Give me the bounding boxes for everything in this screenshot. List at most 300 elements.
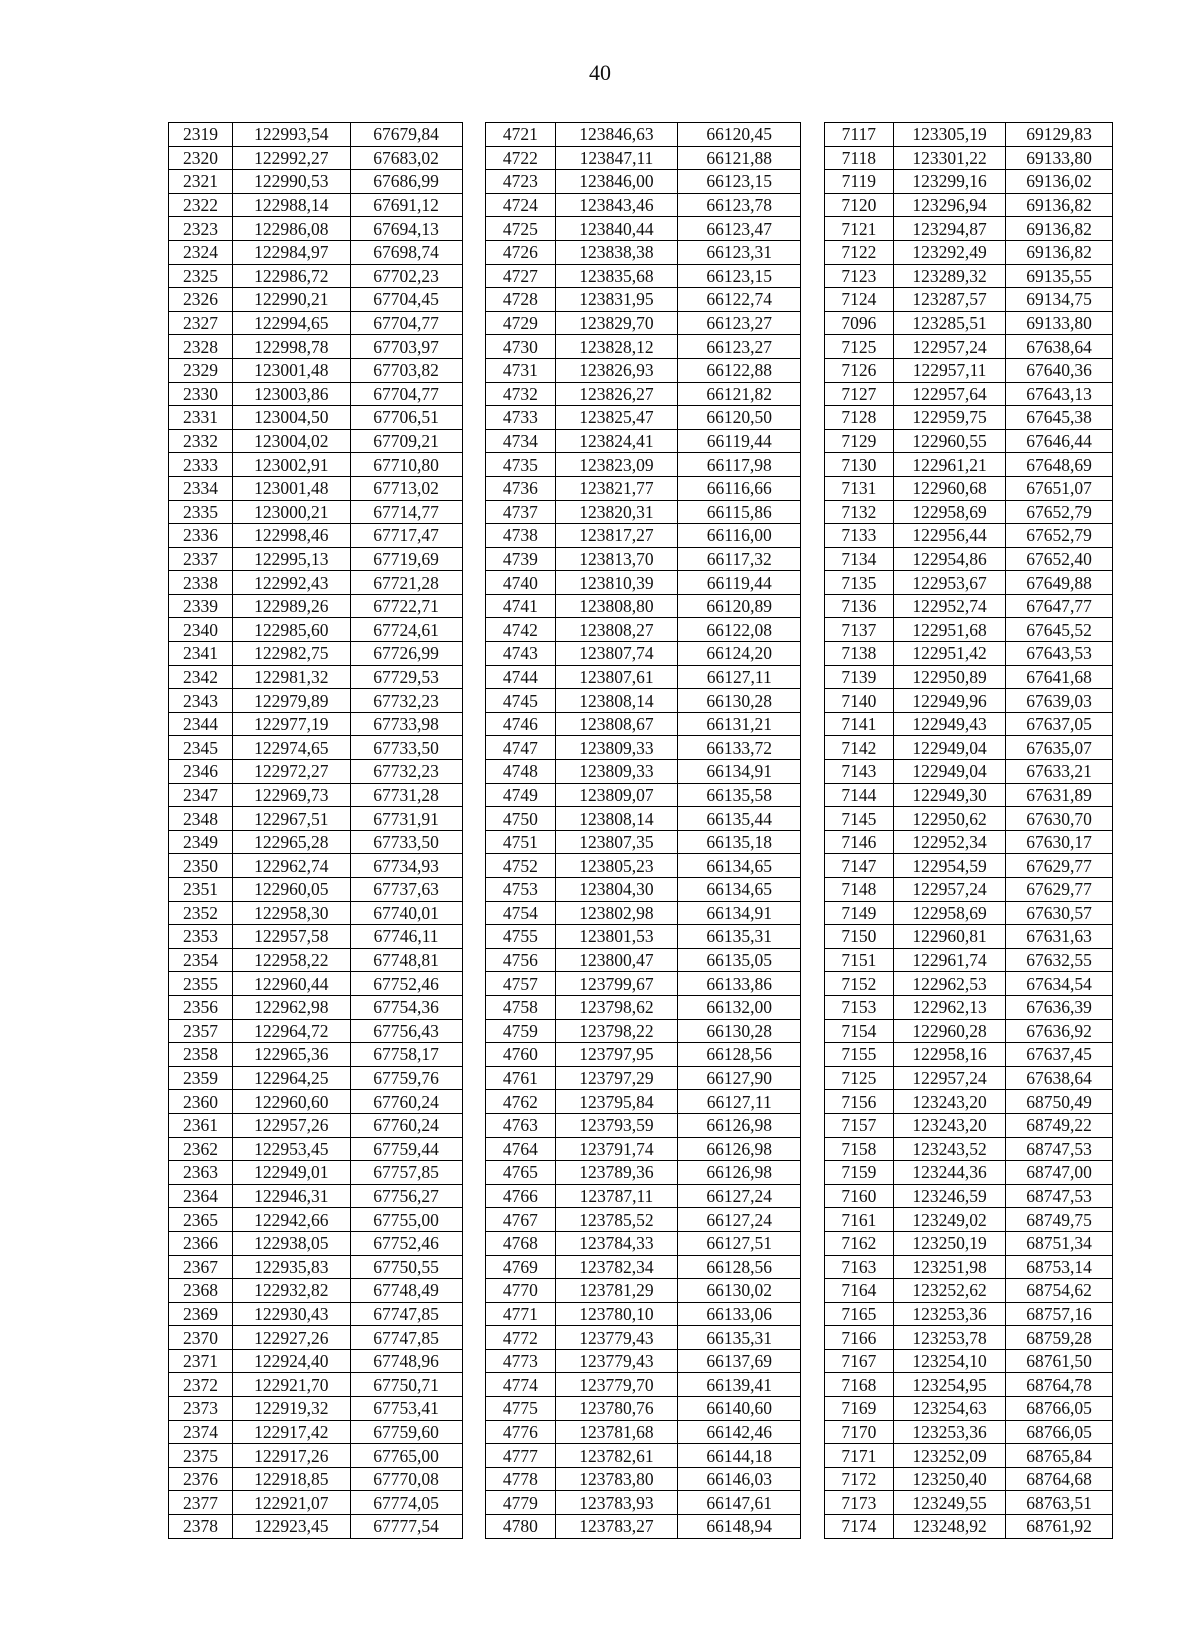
cell-point-id: 4753 bbox=[486, 878, 555, 902]
table-row bbox=[169, 1137, 1113, 1161]
cell-point-id: 4767 bbox=[486, 1208, 555, 1232]
cell-y-coord: 66139,41 bbox=[678, 1373, 801, 1397]
table-row bbox=[169, 240, 1113, 264]
table-row bbox=[169, 642, 1113, 666]
cell-x-coord: 122930,43 bbox=[233, 1302, 350, 1326]
cell-y-coord: 67686,99 bbox=[350, 170, 462, 194]
cell-x-coord: 123249,02 bbox=[894, 1208, 1006, 1232]
cell-x-coord: 123797,95 bbox=[555, 1043, 678, 1067]
cell-x-coord: 123250,40 bbox=[894, 1467, 1006, 1491]
column-gap bbox=[462, 453, 485, 477]
cell-x-coord: 123779,70 bbox=[555, 1373, 678, 1397]
column-gap bbox=[801, 1208, 824, 1232]
column-gap bbox=[462, 1349, 485, 1373]
cell-y-coord: 66130,02 bbox=[678, 1279, 801, 1303]
cell-point-id: 4737 bbox=[486, 500, 555, 524]
table-row bbox=[169, 948, 1113, 972]
cell-point-id: 2360 bbox=[169, 1090, 233, 1114]
cell-point-id: 7162 bbox=[824, 1231, 893, 1255]
cell-x-coord: 122982,75 bbox=[233, 642, 350, 666]
cell-point-id: 7130 bbox=[824, 453, 893, 477]
cell-y-coord: 67679,84 bbox=[350, 123, 462, 147]
cell-point-id: 7137 bbox=[824, 618, 893, 642]
column-gap bbox=[462, 123, 485, 147]
cell-x-coord: 123835,68 bbox=[555, 264, 678, 288]
column-gap bbox=[801, 382, 824, 406]
cell-point-id: 2377 bbox=[169, 1491, 233, 1515]
cell-x-coord: 122917,26 bbox=[233, 1444, 350, 1468]
column-gap bbox=[801, 1255, 824, 1279]
cell-point-id: 7161 bbox=[824, 1208, 893, 1232]
cell-point-id: 7146 bbox=[824, 830, 893, 854]
cell-x-coord: 122958,30 bbox=[233, 901, 350, 925]
cell-y-coord: 66117,32 bbox=[678, 547, 801, 571]
column-gap bbox=[462, 1255, 485, 1279]
cell-point-id: 4775 bbox=[486, 1397, 555, 1421]
cell-x-coord: 122972,27 bbox=[233, 760, 350, 784]
column-gap bbox=[462, 1137, 485, 1161]
cell-y-coord: 66135,31 bbox=[678, 925, 801, 949]
cell-point-id: 7172 bbox=[824, 1467, 893, 1491]
cell-x-coord: 123795,84 bbox=[555, 1090, 678, 1114]
cell-y-coord: 66126,98 bbox=[678, 1113, 801, 1137]
column-gap bbox=[801, 854, 824, 878]
table-row bbox=[169, 1397, 1113, 1421]
cell-y-coord: 66128,56 bbox=[678, 1255, 801, 1279]
cell-point-id: 4740 bbox=[486, 571, 555, 595]
cell-y-coord: 67641,68 bbox=[1006, 665, 1113, 689]
table-row bbox=[169, 972, 1113, 996]
cell-y-coord: 69136,82 bbox=[1006, 217, 1113, 241]
cell-x-coord: 122990,21 bbox=[233, 288, 350, 312]
cell-y-coord: 67634,54 bbox=[1006, 972, 1113, 996]
cell-y-coord: 66131,21 bbox=[678, 712, 801, 736]
cell-y-coord: 66130,28 bbox=[678, 689, 801, 713]
cell-y-coord: 67648,69 bbox=[1006, 453, 1113, 477]
cell-y-coord: 69136,82 bbox=[1006, 240, 1113, 264]
cell-x-coord: 122918,85 bbox=[233, 1467, 350, 1491]
table-row bbox=[169, 547, 1113, 571]
cell-x-coord: 123823,09 bbox=[555, 453, 678, 477]
table-row bbox=[169, 1467, 1113, 1491]
cell-x-coord: 122932,82 bbox=[233, 1279, 350, 1303]
cell-y-coord: 67732,23 bbox=[350, 689, 462, 713]
column-gap bbox=[462, 476, 485, 500]
cell-point-id: 7136 bbox=[824, 594, 893, 618]
cell-y-coord: 66123,15 bbox=[678, 170, 801, 194]
cell-x-coord: 122994,65 bbox=[233, 311, 350, 335]
cell-y-coord: 66134,91 bbox=[678, 901, 801, 925]
cell-point-id: 7152 bbox=[824, 972, 893, 996]
cell-y-coord: 67649,88 bbox=[1006, 571, 1113, 595]
cell-point-id: 2344 bbox=[169, 712, 233, 736]
cell-x-coord: 123785,52 bbox=[555, 1208, 678, 1232]
cell-y-coord: 68747,00 bbox=[1006, 1161, 1113, 1185]
cell-y-coord: 66116,66 bbox=[678, 476, 801, 500]
column-gap bbox=[801, 453, 824, 477]
cell-x-coord: 123809,33 bbox=[555, 760, 678, 784]
cell-x-coord: 122958,22 bbox=[233, 948, 350, 972]
column-gap bbox=[801, 1113, 824, 1137]
column-gap bbox=[801, 1019, 824, 1043]
cell-y-coord: 67706,51 bbox=[350, 406, 462, 430]
cell-point-id: 7139 bbox=[824, 665, 893, 689]
column-gap bbox=[462, 594, 485, 618]
column-gap bbox=[462, 642, 485, 666]
cell-point-id: 7096 bbox=[824, 311, 893, 335]
column-gap bbox=[801, 170, 824, 194]
table-row bbox=[169, 1444, 1113, 1468]
column-gap bbox=[462, 170, 485, 194]
cell-point-id: 2369 bbox=[169, 1302, 233, 1326]
column-gap bbox=[462, 1208, 485, 1232]
cell-y-coord: 67652,79 bbox=[1006, 524, 1113, 548]
column-gap bbox=[462, 1491, 485, 1515]
cell-y-coord: 68751,34 bbox=[1006, 1231, 1113, 1255]
column-gap bbox=[462, 948, 485, 972]
cell-point-id: 2327 bbox=[169, 311, 233, 335]
table-row bbox=[169, 1373, 1113, 1397]
cell-y-coord: 67683,02 bbox=[350, 146, 462, 170]
cell-y-coord: 66123,15 bbox=[678, 264, 801, 288]
cell-y-coord: 67748,49 bbox=[350, 1279, 462, 1303]
cell-y-coord: 66127,11 bbox=[678, 1090, 801, 1114]
column-gap bbox=[462, 1231, 485, 1255]
cell-point-id: 7123 bbox=[824, 264, 893, 288]
column-gap bbox=[801, 146, 824, 170]
cell-point-id: 4749 bbox=[486, 783, 555, 807]
column-gap bbox=[462, 830, 485, 854]
table-row bbox=[169, 217, 1113, 241]
table-row bbox=[169, 123, 1113, 147]
column-gap bbox=[462, 335, 485, 359]
cell-y-coord: 66120,45 bbox=[678, 123, 801, 147]
cell-y-coord: 68766,05 bbox=[1006, 1397, 1113, 1421]
cell-point-id: 7164 bbox=[824, 1279, 893, 1303]
cell-point-id: 4774 bbox=[486, 1373, 555, 1397]
cell-point-id: 4764 bbox=[486, 1137, 555, 1161]
cell-y-coord: 68765,84 bbox=[1006, 1444, 1113, 1468]
cell-point-id: 4728 bbox=[486, 288, 555, 312]
cell-y-coord: 67647,77 bbox=[1006, 594, 1113, 618]
cell-y-coord: 67759,44 bbox=[350, 1137, 462, 1161]
cell-x-coord: 122960,81 bbox=[894, 925, 1006, 949]
cell-y-coord: 66120,50 bbox=[678, 406, 801, 430]
cell-point-id: 4762 bbox=[486, 1090, 555, 1114]
cell-x-coord: 123808,14 bbox=[555, 807, 678, 831]
cell-point-id: 4725 bbox=[486, 217, 555, 241]
cell-y-coord: 67755,00 bbox=[350, 1208, 462, 1232]
cell-point-id: 4739 bbox=[486, 547, 555, 571]
column-gap bbox=[801, 830, 824, 854]
column-gap bbox=[801, 736, 824, 760]
cell-x-coord: 123243,20 bbox=[894, 1090, 1006, 1114]
cell-point-id: 2337 bbox=[169, 547, 233, 571]
cell-y-coord: 67733,50 bbox=[350, 736, 462, 760]
column-gap bbox=[462, 972, 485, 996]
cell-y-coord: 67756,27 bbox=[350, 1184, 462, 1208]
cell-y-coord: 68747,53 bbox=[1006, 1137, 1113, 1161]
cell-y-coord: 66135,18 bbox=[678, 830, 801, 854]
cell-y-coord: 67704,77 bbox=[350, 382, 462, 406]
cell-y-coord: 67713,02 bbox=[350, 476, 462, 500]
table-row bbox=[169, 311, 1113, 335]
cell-y-coord: 67630,57 bbox=[1006, 901, 1113, 925]
column-gap bbox=[801, 264, 824, 288]
cell-point-id: 4760 bbox=[486, 1043, 555, 1067]
cell-point-id: 7166 bbox=[824, 1326, 893, 1350]
cell-y-coord: 67719,69 bbox=[350, 547, 462, 571]
column-gap bbox=[462, 760, 485, 784]
cell-y-coord: 66127,24 bbox=[678, 1208, 801, 1232]
cell-point-id: 2348 bbox=[169, 807, 233, 831]
cell-point-id: 2358 bbox=[169, 1043, 233, 1067]
cell-point-id: 4780 bbox=[486, 1515, 555, 1539]
cell-point-id: 2357 bbox=[169, 1019, 233, 1043]
cell-x-coord: 122919,32 bbox=[233, 1397, 350, 1421]
column-gap bbox=[801, 1279, 824, 1303]
column-gap bbox=[801, 476, 824, 500]
cell-y-coord: 67643,13 bbox=[1006, 382, 1113, 406]
cell-x-coord: 123808,67 bbox=[555, 712, 678, 736]
cell-y-coord: 67759,60 bbox=[350, 1420, 462, 1444]
cell-x-coord: 122969,73 bbox=[233, 783, 350, 807]
cell-point-id: 7120 bbox=[824, 193, 893, 217]
cell-y-coord: 66120,89 bbox=[678, 594, 801, 618]
table-row bbox=[169, 1326, 1113, 1350]
cell-x-coord: 122960,60 bbox=[233, 1090, 350, 1114]
column-gap bbox=[801, 642, 824, 666]
cell-point-id: 4745 bbox=[486, 689, 555, 713]
table-row bbox=[169, 453, 1113, 477]
column-gap bbox=[801, 524, 824, 548]
cell-point-id: 4750 bbox=[486, 807, 555, 831]
column-gap bbox=[801, 1420, 824, 1444]
cell-point-id: 4768 bbox=[486, 1231, 555, 1255]
cell-point-id: 4741 bbox=[486, 594, 555, 618]
cell-x-coord: 122961,21 bbox=[894, 453, 1006, 477]
cell-point-id: 2333 bbox=[169, 453, 233, 477]
cell-y-coord: 66137,69 bbox=[678, 1349, 801, 1373]
cell-point-id: 7135 bbox=[824, 571, 893, 595]
coordinates-table bbox=[168, 122, 1113, 1539]
column-gap bbox=[801, 288, 824, 312]
cell-y-coord: 67652,40 bbox=[1006, 547, 1113, 571]
cell-x-coord: 122984,97 bbox=[233, 240, 350, 264]
cell-point-id: 4751 bbox=[486, 830, 555, 854]
cell-y-coord: 67629,77 bbox=[1006, 854, 1113, 878]
cell-point-id: 7140 bbox=[824, 689, 893, 713]
column-gap bbox=[801, 240, 824, 264]
cell-point-id: 4726 bbox=[486, 240, 555, 264]
column-gap bbox=[462, 240, 485, 264]
column-gap bbox=[462, 1090, 485, 1114]
column-gap bbox=[462, 1420, 485, 1444]
cell-y-coord: 66134,91 bbox=[678, 760, 801, 784]
cell-y-coord: 67722,71 bbox=[350, 594, 462, 618]
cell-y-coord: 67631,89 bbox=[1006, 783, 1113, 807]
cell-point-id: 7138 bbox=[824, 642, 893, 666]
cell-x-coord: 123250,19 bbox=[894, 1231, 1006, 1255]
cell-point-id: 2373 bbox=[169, 1397, 233, 1421]
cell-x-coord: 123292,49 bbox=[894, 240, 1006, 264]
cell-point-id: 7145 bbox=[824, 807, 893, 831]
cell-y-coord: 67752,46 bbox=[350, 1231, 462, 1255]
cell-x-coord: 123807,61 bbox=[555, 665, 678, 689]
column-gap bbox=[462, 783, 485, 807]
table-row bbox=[169, 170, 1113, 194]
cell-y-coord: 68757,16 bbox=[1006, 1302, 1113, 1326]
cell-point-id: 7142 bbox=[824, 736, 893, 760]
cell-point-id: 4763 bbox=[486, 1113, 555, 1137]
cell-point-id: 7170 bbox=[824, 1420, 893, 1444]
cell-x-coord: 122927,26 bbox=[233, 1326, 350, 1350]
column-gap bbox=[801, 1043, 824, 1067]
cell-x-coord: 122951,42 bbox=[894, 642, 1006, 666]
cell-point-id: 2328 bbox=[169, 335, 233, 359]
cell-point-id: 2339 bbox=[169, 594, 233, 618]
cell-x-coord: 123781,29 bbox=[555, 1279, 678, 1303]
cell-x-coord: 123002,91 bbox=[233, 453, 350, 477]
cell-x-coord: 123846,00 bbox=[555, 170, 678, 194]
cell-x-coord: 122949,01 bbox=[233, 1161, 350, 1185]
cell-point-id: 4766 bbox=[486, 1184, 555, 1208]
cell-x-coord: 123253,36 bbox=[894, 1302, 1006, 1326]
cell-point-id: 2364 bbox=[169, 1184, 233, 1208]
cell-x-coord: 123253,78 bbox=[894, 1326, 1006, 1350]
cell-point-id: 4732 bbox=[486, 382, 555, 406]
cell-point-id: 7147 bbox=[824, 854, 893, 878]
cell-x-coord: 122993,54 bbox=[233, 123, 350, 147]
column-gap bbox=[801, 571, 824, 595]
table-row bbox=[169, 594, 1113, 618]
cell-x-coord: 122942,66 bbox=[233, 1208, 350, 1232]
cell-point-id: 7124 bbox=[824, 288, 893, 312]
cell-point-id: 2351 bbox=[169, 878, 233, 902]
cell-y-coord: 66135,58 bbox=[678, 783, 801, 807]
cell-point-id: 2363 bbox=[169, 1161, 233, 1185]
cell-x-coord: 123807,35 bbox=[555, 830, 678, 854]
cell-point-id: 4747 bbox=[486, 736, 555, 760]
cell-x-coord: 122959,75 bbox=[894, 406, 1006, 430]
cell-point-id: 2342 bbox=[169, 665, 233, 689]
cell-y-coord: 67629,77 bbox=[1006, 878, 1113, 902]
cell-x-coord: 122938,05 bbox=[233, 1231, 350, 1255]
cell-point-id: 7157 bbox=[824, 1113, 893, 1137]
column-gap bbox=[462, 571, 485, 595]
cell-point-id: 4731 bbox=[486, 358, 555, 382]
cell-point-id: 4736 bbox=[486, 476, 555, 500]
cell-point-id: 4779 bbox=[486, 1491, 555, 1515]
cell-y-coord: 67731,91 bbox=[350, 807, 462, 831]
cell-point-id: 4754 bbox=[486, 901, 555, 925]
cell-y-coord: 67765,00 bbox=[350, 1444, 462, 1468]
table-row bbox=[169, 901, 1113, 925]
column-gap bbox=[462, 1043, 485, 1067]
cell-x-coord: 122958,69 bbox=[894, 500, 1006, 524]
cell-point-id: 7168 bbox=[824, 1373, 893, 1397]
cell-x-coord: 122951,68 bbox=[894, 618, 1006, 642]
cell-x-coord: 122967,51 bbox=[233, 807, 350, 831]
cell-point-id: 2372 bbox=[169, 1373, 233, 1397]
column-gap bbox=[801, 193, 824, 217]
cell-x-coord: 123243,52 bbox=[894, 1137, 1006, 1161]
cell-y-coord: 69133,80 bbox=[1006, 311, 1113, 335]
cell-x-coord: 123846,63 bbox=[555, 123, 678, 147]
column-gap bbox=[801, 123, 824, 147]
table-row bbox=[169, 358, 1113, 382]
cell-x-coord: 123254,95 bbox=[894, 1373, 1006, 1397]
cell-y-coord: 66128,56 bbox=[678, 1043, 801, 1067]
cell-y-coord: 68749,75 bbox=[1006, 1208, 1113, 1232]
cell-y-coord: 67752,46 bbox=[350, 972, 462, 996]
cell-x-coord: 122965,36 bbox=[233, 1043, 350, 1067]
cell-y-coord: 66116,00 bbox=[678, 524, 801, 548]
cell-point-id: 7158 bbox=[824, 1137, 893, 1161]
cell-x-coord: 123810,39 bbox=[555, 571, 678, 595]
cell-point-id: 7160 bbox=[824, 1184, 893, 1208]
cell-point-id: 2343 bbox=[169, 689, 233, 713]
cell-y-coord: 67760,24 bbox=[350, 1113, 462, 1137]
cell-point-id: 2356 bbox=[169, 995, 233, 1019]
column-gap bbox=[801, 217, 824, 241]
cell-x-coord: 122986,72 bbox=[233, 264, 350, 288]
column-gap bbox=[801, 1491, 824, 1515]
cell-point-id: 2350 bbox=[169, 854, 233, 878]
table-row bbox=[169, 476, 1113, 500]
table-row bbox=[169, 712, 1113, 736]
cell-x-coord: 122953,45 bbox=[233, 1137, 350, 1161]
cell-x-coord: 123824,41 bbox=[555, 429, 678, 453]
cell-y-coord: 67748,81 bbox=[350, 948, 462, 972]
cell-y-coord: 67737,63 bbox=[350, 878, 462, 902]
cell-x-coord: 123004,50 bbox=[233, 406, 350, 430]
cell-x-coord: 122917,42 bbox=[233, 1420, 350, 1444]
cell-y-coord: 66127,11 bbox=[678, 665, 801, 689]
column-gap bbox=[462, 524, 485, 548]
cell-point-id: 4757 bbox=[486, 972, 555, 996]
cell-x-coord: 122957,26 bbox=[233, 1113, 350, 1137]
cell-y-coord: 67636,39 bbox=[1006, 995, 1113, 1019]
table-row bbox=[169, 1349, 1113, 1373]
cell-y-coord: 66123,27 bbox=[678, 311, 801, 335]
column-gap bbox=[801, 760, 824, 784]
cell-x-coord: 122952,74 bbox=[894, 594, 1006, 618]
cell-y-coord: 67645,38 bbox=[1006, 406, 1113, 430]
cell-y-coord: 67750,55 bbox=[350, 1255, 462, 1279]
cell-x-coord: 123847,11 bbox=[555, 146, 678, 170]
cell-x-coord: 122952,34 bbox=[894, 830, 1006, 854]
cell-x-coord: 122961,74 bbox=[894, 948, 1006, 972]
cell-x-coord: 123783,93 bbox=[555, 1491, 678, 1515]
column-gap bbox=[462, 264, 485, 288]
table-row bbox=[169, 878, 1113, 902]
cell-point-id: 7122 bbox=[824, 240, 893, 264]
cell-point-id: 4723 bbox=[486, 170, 555, 194]
cell-y-coord: 67632,55 bbox=[1006, 948, 1113, 972]
cell-x-coord: 123779,43 bbox=[555, 1326, 678, 1350]
column-gap bbox=[462, 665, 485, 689]
cell-y-coord: 66115,86 bbox=[678, 500, 801, 524]
cell-x-coord: 123798,62 bbox=[555, 995, 678, 1019]
cell-point-id: 2324 bbox=[169, 240, 233, 264]
column-gap bbox=[462, 1373, 485, 1397]
cell-point-id: 7133 bbox=[824, 524, 893, 548]
cell-y-coord: 67726,99 bbox=[350, 642, 462, 666]
table-row bbox=[169, 925, 1113, 949]
cell-y-coord: 66127,90 bbox=[678, 1066, 801, 1090]
cell-x-coord: 123826,93 bbox=[555, 358, 678, 382]
